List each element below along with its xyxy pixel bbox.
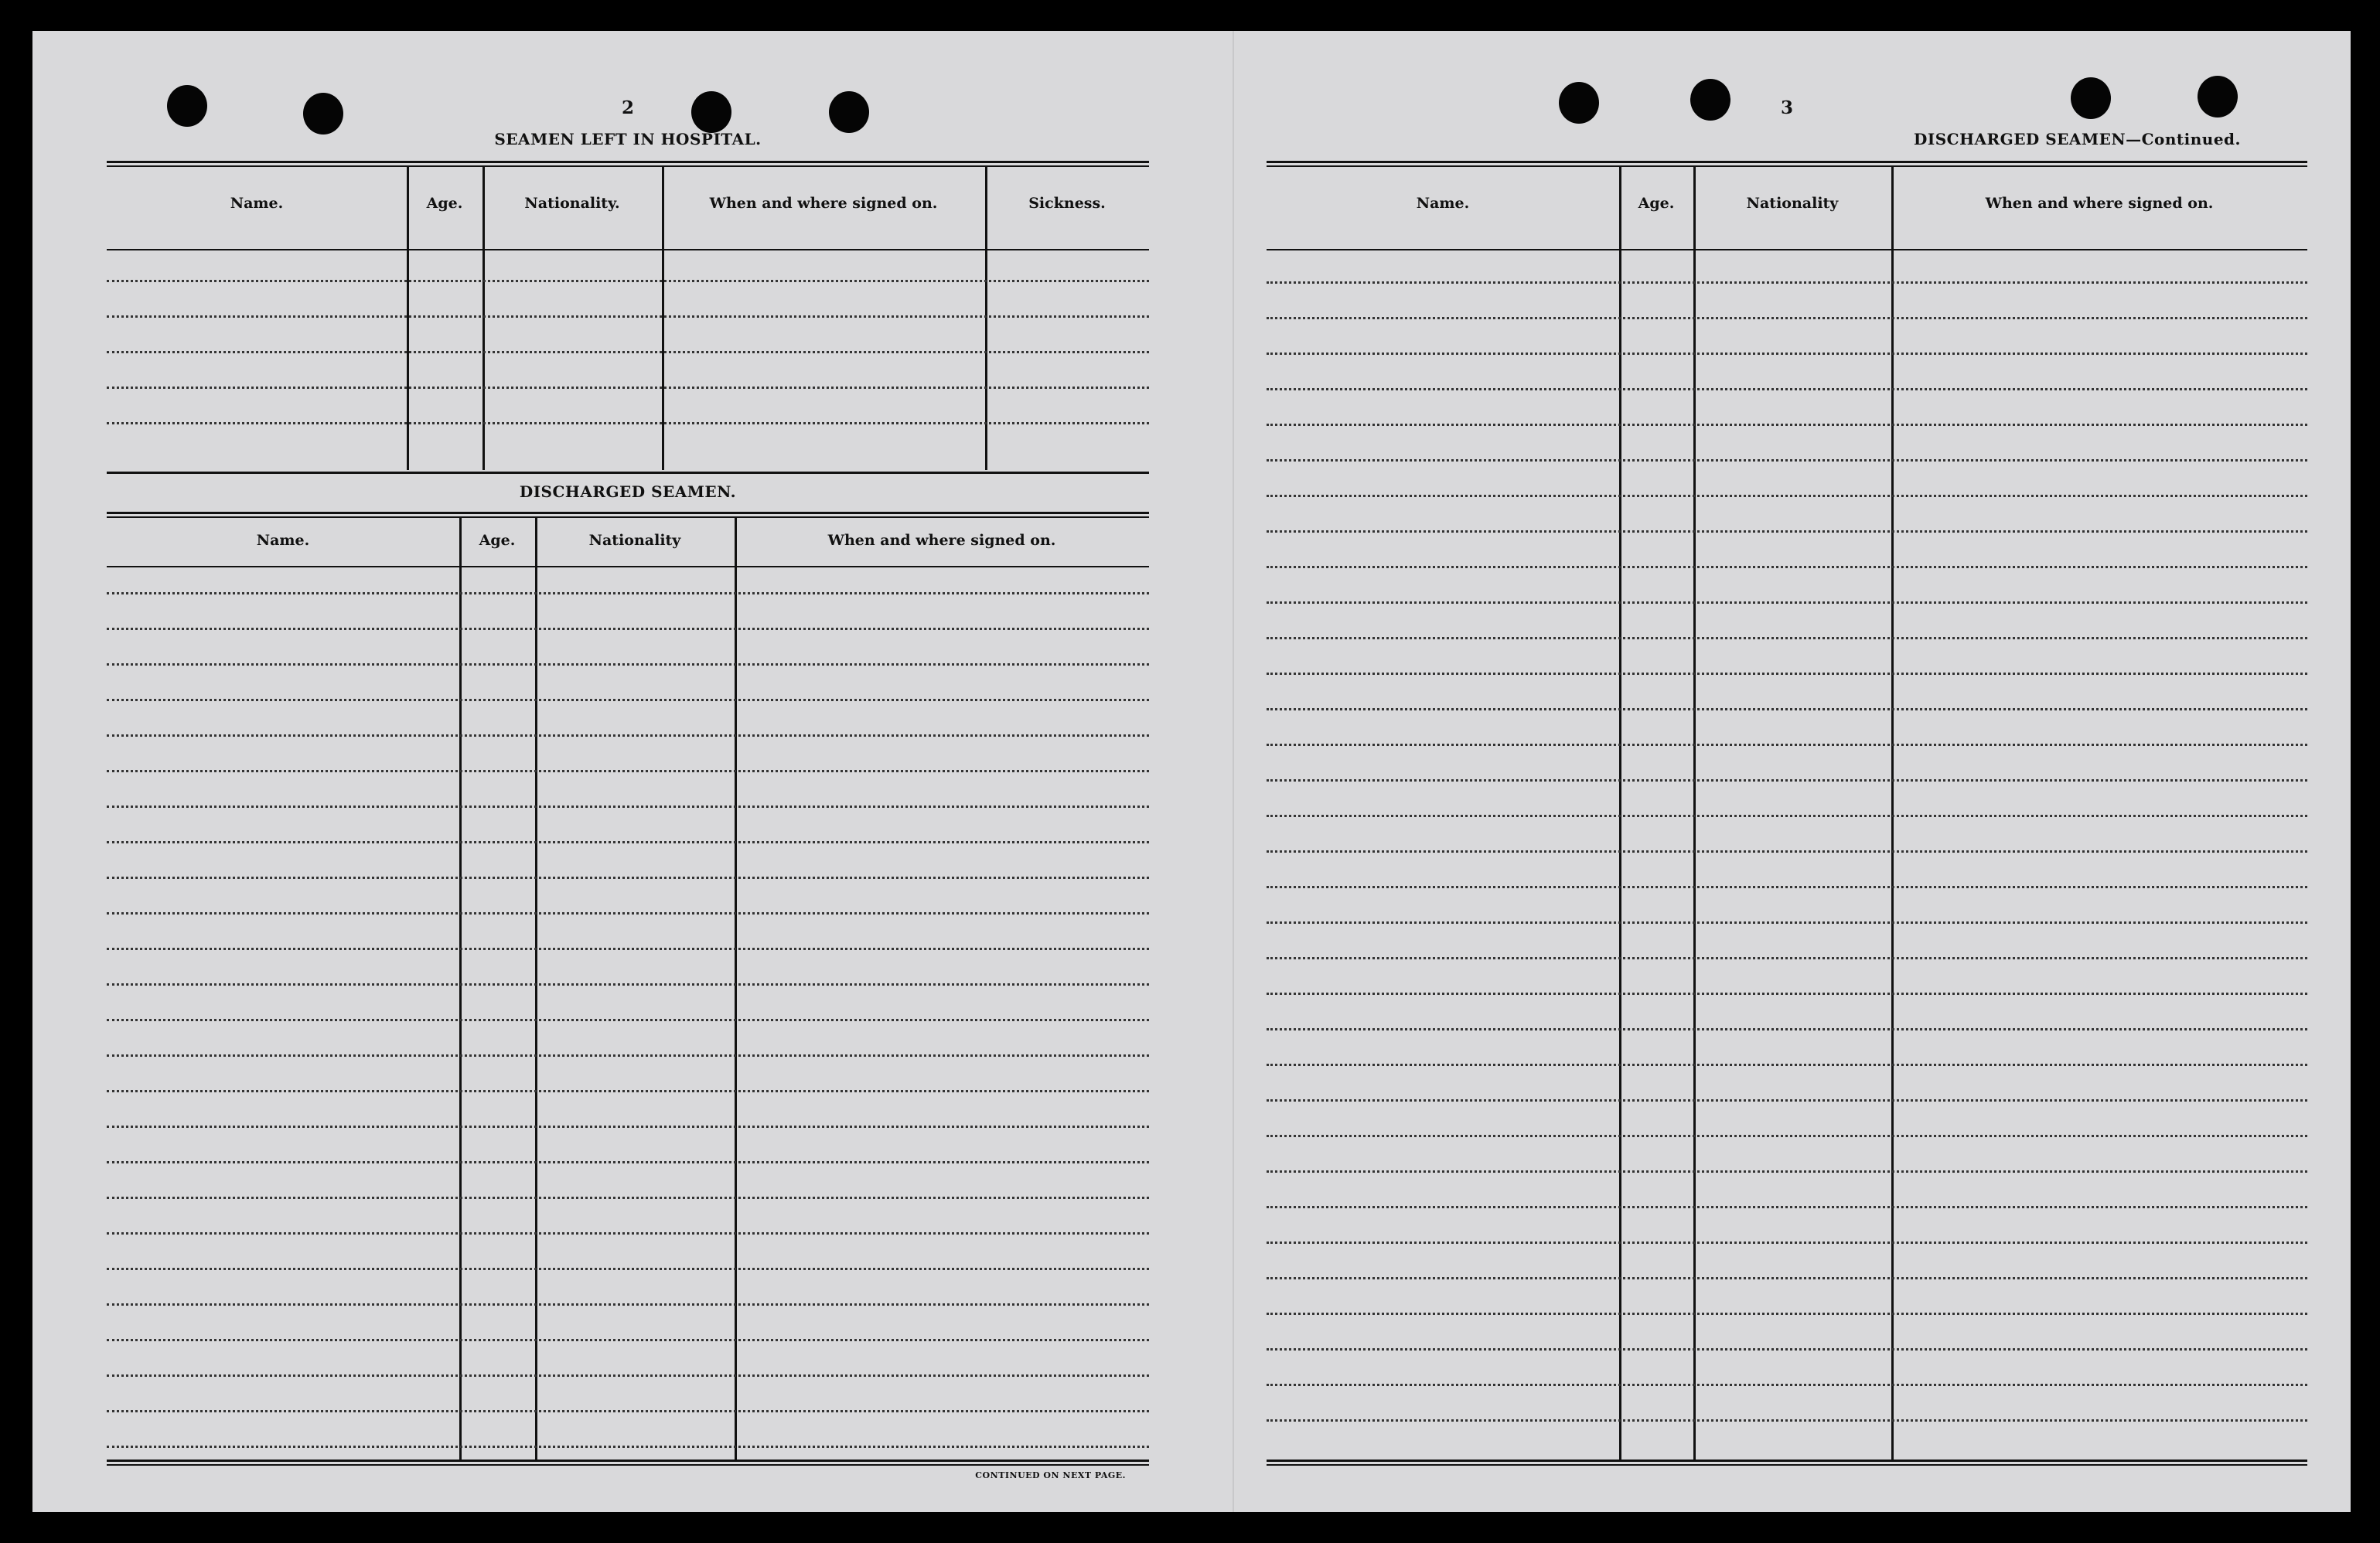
entry-line: [107, 806, 1149, 808]
entry-line: [1267, 601, 2307, 604]
entry-line: [107, 628, 1149, 630]
entry-line: [1267, 1384, 2307, 1386]
hospital-top-rule: [107, 161, 1149, 167]
entry-line: [1267, 281, 2307, 284]
col-head-name: Name.: [230, 195, 284, 212]
entry-line: [1267, 530, 2307, 533]
col-head-age: Age.: [426, 195, 463, 212]
entry-line: [1267, 957, 2307, 959]
entry-line: [107, 1446, 1149, 1448]
entry-line: [107, 387, 1149, 389]
entry-line: [1267, 566, 2307, 568]
right-page: [1267, 31, 2307, 1512]
entry-line: [1267, 1419, 2307, 1422]
entry-line: [1267, 1277, 2307, 1279]
col-head-name: Name.: [256, 532, 310, 549]
entry-line: [107, 877, 1149, 879]
entry-line: [107, 1410, 1149, 1412]
entry-line: [1267, 1348, 2307, 1351]
entry-line: [1267, 495, 2307, 497]
col-head-name: Name.: [1416, 195, 1470, 212]
entry-line: [1267, 779, 2307, 782]
entry-line: [1267, 744, 2307, 746]
col-head-sickness: Sickness.: [1028, 195, 1106, 212]
column-divider: [662, 167, 664, 470]
entry-line: [107, 1019, 1149, 1021]
discharged-table: [107, 518, 1149, 1460]
column-divider: [482, 167, 485, 470]
column-divider: [985, 167, 987, 470]
entry-line: [107, 1303, 1149, 1306]
entry-line: [1267, 673, 2307, 675]
discharged-continued-title: DISCHARGED SEAMEN—Continued.: [1914, 130, 2241, 148]
entry-line: [1267, 1099, 2307, 1102]
entry-line: [107, 770, 1149, 772]
entry-line: [107, 1374, 1149, 1377]
col-head-signed-on: When and where signed on.: [709, 195, 938, 212]
entry-line: [1267, 1028, 2307, 1030]
entry-line: [1267, 1170, 2307, 1173]
entry-line: [107, 315, 1149, 318]
column-divider: [407, 167, 409, 470]
page-number: 2: [621, 97, 634, 118]
entry-line: [107, 1054, 1149, 1057]
entry-line: [107, 983, 1149, 986]
entry-line: [1267, 1313, 2307, 1315]
column-divider: [1891, 167, 1894, 1460]
column-divider: [535, 518, 537, 1460]
page-number: 3: [1780, 97, 1793, 118]
column-divider: [459, 518, 462, 1460]
entry-line: [107, 841, 1149, 843]
entry-line: [1267, 1242, 2307, 1244]
entry-line: [1267, 850, 2307, 853]
header-rule: [107, 249, 1149, 250]
entry-line: [107, 1232, 1149, 1235]
entry-line: [1267, 637, 2307, 639]
discharged-bottom-rule: [107, 1460, 1149, 1466]
entry-line: [1267, 424, 2307, 426]
entry-line: [107, 422, 1149, 424]
discharged-continued-top-rule: [1267, 161, 2307, 167]
entry-line: [107, 1197, 1149, 1199]
entry-line: [107, 1339, 1149, 1341]
entry-line: [1267, 1064, 2307, 1066]
discharged-section-title: DISCHARGED SEAMEN.: [519, 482, 737, 501]
col-head-age: Age.: [479, 532, 516, 549]
entry-line: [1267, 1206, 2307, 1208]
entry-line: [107, 592, 1149, 594]
entry-line: [107, 351, 1149, 353]
entry-line: [1267, 1135, 2307, 1137]
entry-line: [1267, 921, 2307, 924]
entry-line: [107, 699, 1149, 701]
continued-note: CONTINUED ON NEXT PAGE.: [975, 1470, 1126, 1480]
entry-line: [107, 1090, 1149, 1092]
entry-line: [1267, 459, 2307, 462]
col-head-signed-on: When and where signed on.: [827, 532, 1056, 549]
col-head-age: Age.: [1638, 195, 1675, 212]
form-sheet: [32, 31, 2351, 1512]
entry-line: [1267, 886, 2307, 888]
col-head-nationality: Nationality: [1746, 195, 1839, 212]
discharged-continued-table: [1267, 167, 2307, 1460]
hospital-section-title: SEAMEN LEFT IN HOSPITAL.: [494, 130, 762, 148]
entry-line: [107, 912, 1149, 915]
entry-line: [107, 280, 1149, 282]
entry-line: [1267, 815, 2307, 817]
header-rule: [1267, 249, 2307, 250]
page-fold: [1233, 31, 1234, 1512]
entry-line: [107, 948, 1149, 950]
column-divider: [1619, 167, 1621, 1460]
col-head-nationality: Nationality.: [524, 195, 620, 212]
column-divider: [735, 518, 737, 1460]
entry-line: [107, 1161, 1149, 1163]
entry-line: [1267, 708, 2307, 710]
entry-line: [1267, 317, 2307, 319]
entry-line: [1267, 353, 2307, 355]
discharged-continued-bottom-rule: [1267, 1460, 2307, 1466]
entry-line: [1267, 993, 2307, 995]
discharged-top-rule: [107, 512, 1149, 518]
header-rule: [107, 566, 1149, 567]
entry-line: [107, 734, 1149, 737]
left-page: [107, 31, 1149, 1512]
hospital-bottom-rule: [107, 472, 1149, 474]
entry-line: [1267, 388, 2307, 390]
column-divider: [1693, 167, 1696, 1460]
entry-line: [107, 1268, 1149, 1270]
entry-line: [107, 1126, 1149, 1128]
col-head-nationality: Nationality: [588, 532, 681, 549]
hospital-table: [107, 167, 1149, 472]
col-head-signed-on: When and where signed on.: [1985, 195, 2214, 212]
entry-line: [107, 663, 1149, 666]
